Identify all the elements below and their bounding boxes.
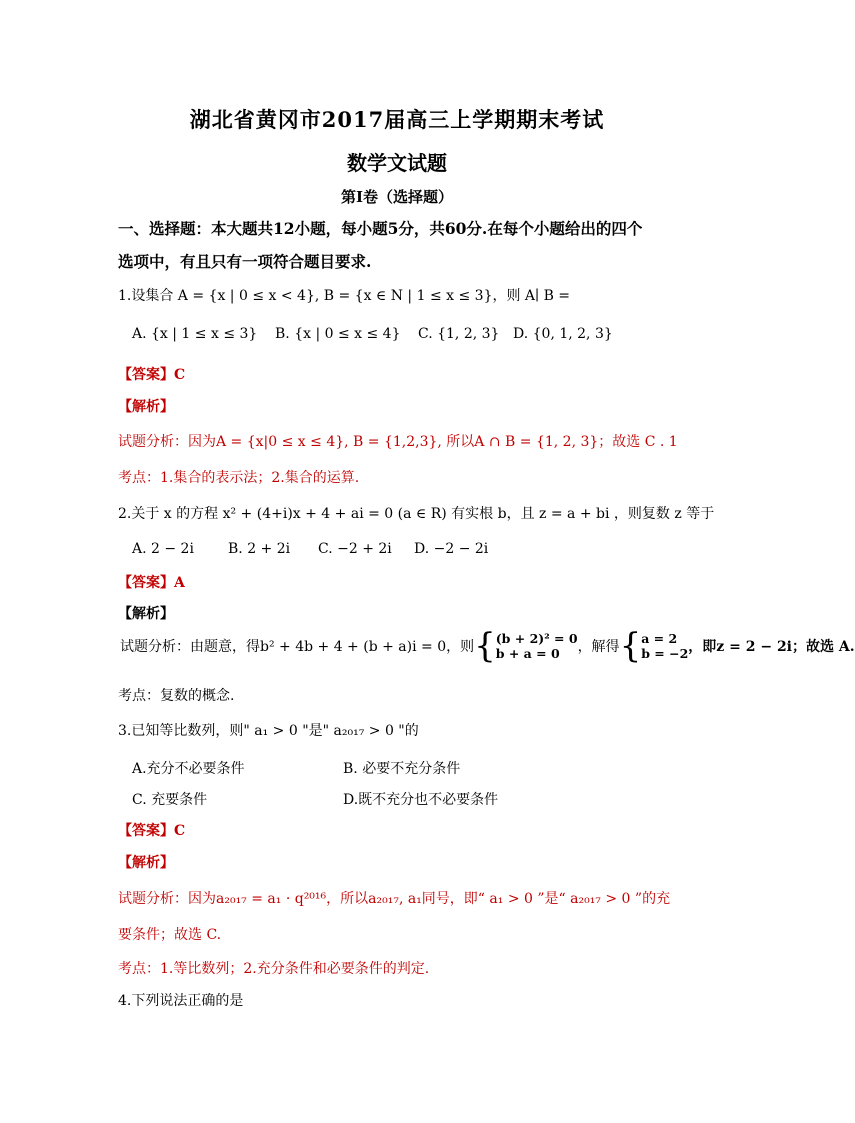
q2-system2-line2: b = −2 [641,646,689,661]
section-instruction-line1: 一、选择题：本大题共12小题，每小题5分，共60分.在每个小题给出的四个 [118,219,643,238]
q1-kaodian: 考点：1.集合的表示法；2.集合的运算. [118,470,360,486]
section-instruction-line2: 选项中，有且只有一项符合题目要求. [118,252,372,271]
q2-system2-line1: a = 2 [641,631,678,646]
q2-analysis-mid: ，解得 [577,639,620,655]
q2-system1-line2: b + a = 0 [495,646,560,661]
q3-analysis-line1: 试题分析：因为a₂₀₁₇ = a₁ · q²⁰¹⁶，所以a₂₀₁₇, a₁同号，即“ a₁ > 0 ”是“ a₂₀₁₇ > 0 ”的充 [118,891,671,907]
page-title: 湖北省黄冈市2017届高三上学期期末考试 [189,107,605,132]
q2-analysis-prefix: 试题分析：由题意，得b² + 4b + 4 + (b + a)i = 0，则 [120,639,475,655]
q1-answer-row [118,364,185,384]
q3-option-d: D.既不充分也不必要条件 [343,792,499,808]
q3-option-c: C. 充要条件 [132,792,208,808]
q2-solution-system [641,631,688,661]
page-subtitle: 数学文试题 [347,151,447,175]
volume-heading: 第Ⅰ卷（选择题） [340,188,454,206]
q2-answer-value: A [174,575,185,591]
q2-stem: 2.关于 x 的方程 x² + (4+i)x + 4 + ai = 0 (a ∈ R) 有实根 b，且 z = a + bi ，则复数 z 等于 [118,506,715,522]
q2-analysis-label: 【解析】 [118,606,174,622]
q1-analysis-label: 【解析】 [118,399,174,415]
left-brace-symbol: { [474,626,496,666]
q4-stem: 4.下列说法正确的是 [118,993,244,1009]
q2-answer-row [118,572,185,592]
q1-option-d: D. {0, 1, 2, 3} [513,326,613,342]
answer-label: 【答案】 [118,823,174,839]
q2-option-d: D. −2 − 2i [414,541,489,557]
q3-kaodian: 考点：1.等比数列；2.充分条件和必要条件的判定. [118,961,430,977]
q3-option-a: A.充分不必要条件 [132,761,245,777]
left-brace-symbol: { [619,626,642,666]
q3-option-b: B. 必要不充分条件 [343,761,461,777]
q2-option-c: C. −2 + 2i [318,541,392,557]
q2-analysis-suffix: ，即z = 2 − 2i；故选 A. [688,639,855,655]
q3-analysis-label: 【解析】 [118,855,174,871]
q3-stem: 3.已知等比数列，则" a₁ > 0 "是" a₂₀₁₇ > 0 "的 [118,723,419,739]
q1-answer-value: C [174,367,186,383]
q1-stem: 1.设集合 A = {x | 0 ≤ x < 4}, B = {x ∈ N | 1 ≤ x ≤ 3}，则 A∣ B = [118,288,571,304]
q2-system1-line1: (b + 2)² = 0 [495,631,578,646]
q1-analysis: 试题分析：因为A = {x|0 ≤ x ≤ 4}, B = {1,2,3}, 所以A ∩ B = {1, 2, 3}；故选 C . 1 [118,434,678,450]
q3-analysis-line2: 要条件；故选 C. [118,927,222,943]
q3-answer-row [118,820,185,840]
answer-label: 【答案】 [118,575,174,591]
q1-option-a: A. {x | 1 ≤ x ≤ 3} [132,326,258,342]
q2-option-b: B. 2 + 2i [228,541,291,557]
q2-option-a: A. 2 − 2i [132,541,194,557]
q2-equation-system [496,631,578,661]
answer-label: 【答案】 [118,367,174,383]
q2-analysis [120,626,855,666]
q2-kaodian: 考点：复数的概念. [118,688,235,704]
q1-option-c: C. {1, 2, 3} [418,326,500,342]
q3-answer-value: C [174,823,186,839]
q1-option-b: B. {x | 0 ≤ x ≤ 4} [275,326,401,342]
